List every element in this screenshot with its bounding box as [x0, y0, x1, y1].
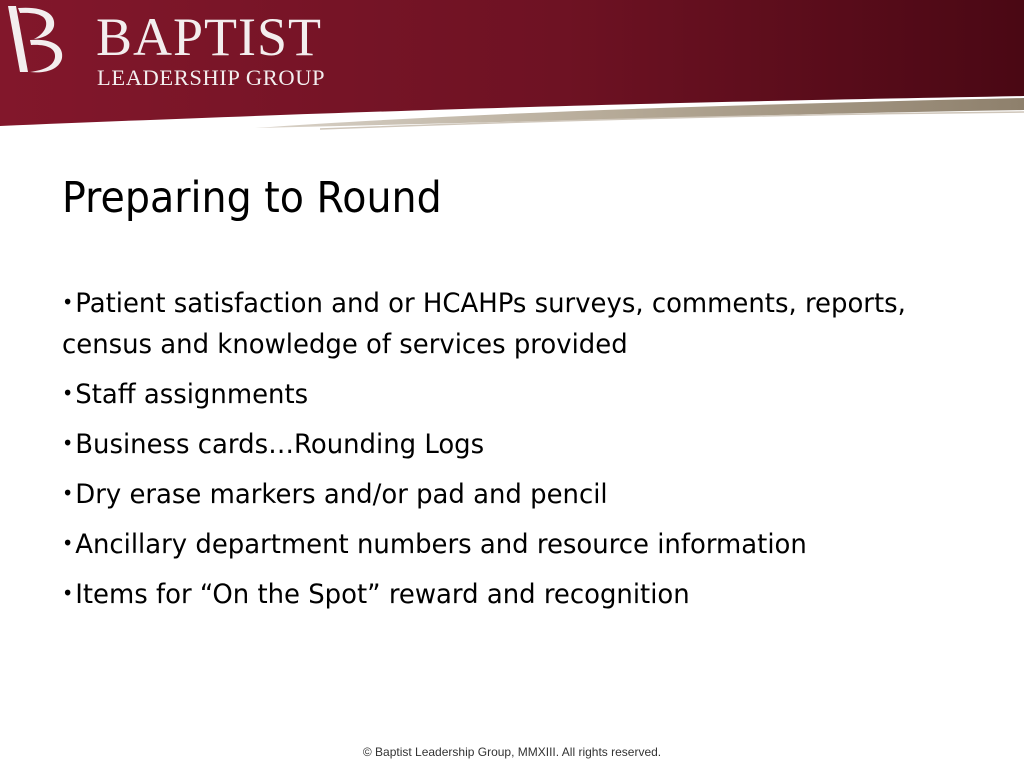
bullet-icon: •: [62, 290, 74, 314]
bullet-text: Dry erase markers and/or pad and pencil: [75, 479, 608, 510]
logo-subtitle: LEADERSHIP GROUP: [97, 65, 326, 90]
bullet-item: [62, 282, 926, 365]
bullet-item: [62, 373, 926, 415]
header-banner: [0, 0, 1024, 135]
bullet-icon: •: [62, 481, 74, 505]
bullet-text: Items for “On the Spot” reward and recognition: [75, 579, 690, 610]
bullet-icon: •: [62, 531, 74, 555]
bullet-icon: •: [62, 581, 74, 605]
copyright-footer: © Baptist Leadership Group, MMXIII. All rights reserved.: [362, 745, 662, 759]
bullet-item: [62, 523, 926, 565]
bullet-list: [62, 282, 962, 623]
bullet-text: Patient satisfaction and or HCAHPs surveys, comments, reports, census and knowledge of services provided: [62, 288, 906, 360]
logo-title: BAPTIST: [96, 7, 323, 67]
slide-title: Preparing to Round: [62, 173, 442, 223]
bullet-item: [62, 423, 926, 465]
bullet-text: Ancillary department numbers and resource information: [75, 529, 807, 560]
bullet-item: [62, 473, 926, 515]
bullet-text: Business cards…Rounding Logs: [75, 429, 485, 460]
baptist-logo-icon: [0, 0, 72, 78]
bullet-text: Staff assignments: [75, 379, 309, 410]
bullet-item: [62, 573, 926, 615]
bullet-icon: •: [62, 381, 74, 405]
bullet-icon: •: [62, 431, 74, 455]
